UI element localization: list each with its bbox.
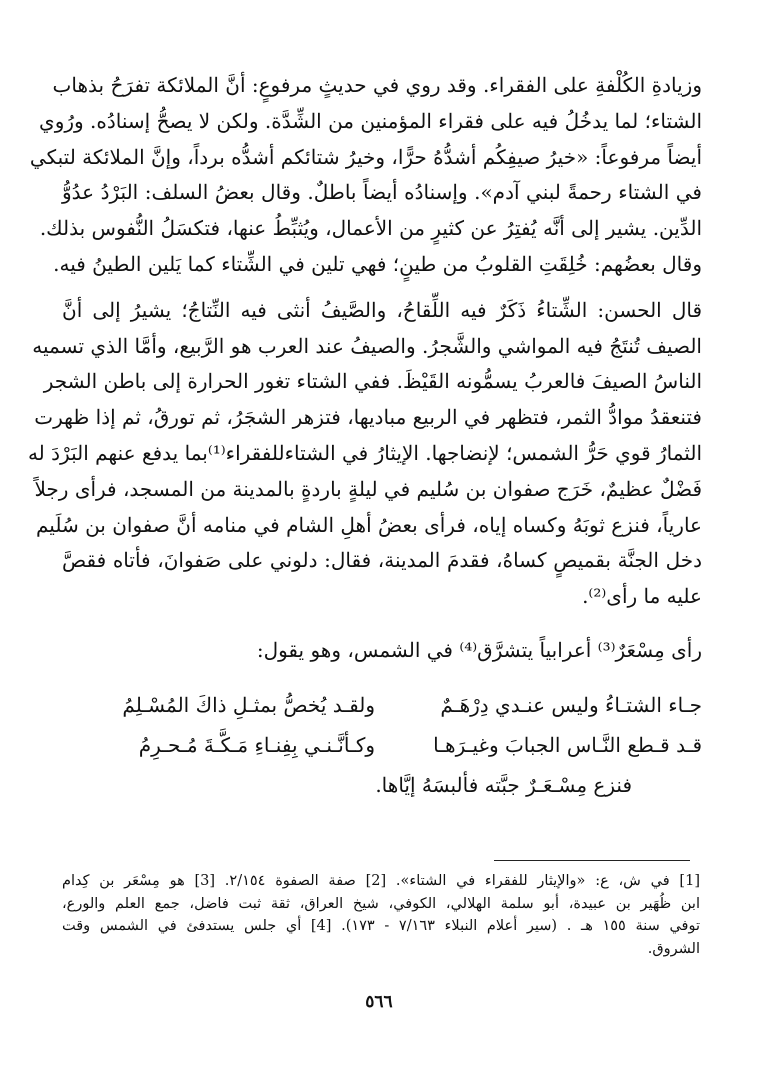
- verse-first-hemistich: قـد قـطع النَّـاس الجبابَ وغيـرَهـا: [433, 732, 702, 757]
- poem-verse: [62, 725, 702, 765]
- paragraph-3: [62, 633, 702, 669]
- text-line: وقال بعضُهم: خُلِقَتِ القلوبُ من طينٍ؛ فهي تلين في الشِّتاء كما يَلين الطينُ فيه.: [53, 251, 702, 276]
- text-line: قال الحسن: الشِّتاءُ ذَكَرٌ فيه اللِّقاحُ، والصَّيفُ أنثى فيه النِّتاجُ؛ يشيرُ إلى أنَّ: [62, 297, 702, 322]
- text-line: في الشتاء رحمةً لبني آدم». وإسنادُه أيضاً باطلٌ. وقال بعضُ السلف: البَرْدُ عدُوُّ: [62, 180, 702, 205]
- text-line: وزيادةِ الكُلْفةِ على الفقراء. وقد روي في حديثٍ مرفوعٍ: أنَّ الملائكة تفرَحُ بذهاب: [52, 73, 702, 97]
- text-line: رأى مِسْعَرٌ⁽³⁾ أعرابياً يتشرَّق⁽⁴⁾ في الشمس، وهو يقول:: [256, 637, 702, 662]
- poem-closing-line: فنزع مِسْـعَـرٌ جبَّته فألبسَهُ إيَّاها.: [375, 772, 632, 797]
- text-line: الثمارُ قوي حَرُّ الشمس؛ لإنضاجها. الإيثارُ في الشتاءللفقراء⁽¹⁾بما يدفع عنهم البَرْدَ له: [27, 440, 702, 465]
- text-line: أيضاً مرفوعاً: «خيرُ صيفِكُم أشدُّهُ حرًّا، وخيرُ شتائكم أشدُّه برداً، وإنَّ الملائكة لتبكي: [29, 144, 702, 169]
- footnotes: [62, 870, 700, 960]
- footnote-line: [1] في ش، ع: «والإيثار للفقراء في الشتاء». [2] صفة الصفوة ٢/١٥٤. [3] هو مِسْعَر بن كِدام: [62, 873, 700, 889]
- text-line: عليه ما رأى⁽²⁾.: [582, 584, 702, 609]
- text-line: الصيف تُنتَجُ فيه المواشي والشَّجرُ. والصيفُ عند العرب هو الرَّبيع، وأمَّا الذي تسميه: [32, 333, 702, 358]
- verse-first-hemistich: جـاء الشتـاءُ وليس عنـدي دِرْهَـمٌ: [440, 692, 702, 717]
- poem-verse: [62, 685, 702, 725]
- text-line: فتنعقدُ موادُّ الثمر، فتظهر في الربيع مباديها، فتزهر الشجَرُ، ثم تورقُ، ثم إذا ظهرت: [34, 405, 702, 430]
- text-line: فَضْلٌ عظيمٌ، خَرَج صفوان بن سُليم في ليلةٍ باردةٍ بالمدينة من المسجد، فرأى رجلاً: [34, 476, 702, 501]
- poem: [62, 685, 702, 805]
- text-line: الناسُ الصيفَ فالعربُ يسمُّونه القَيْظَ. ففي الشتاء تغور الحرارة إلى باطن الشجر: [43, 369, 702, 394]
- text-line: عارياً، فنزع ثوبَهُ وكساه إياه، فرأى بعضُ أهلِ الشام في منامه أنَّ صفوان بن سُلَيم: [36, 512, 702, 537]
- paragraph-2: [27, 293, 702, 615]
- page-number: ٥٦٦: [365, 992, 393, 1012]
- text-line: دخل الجنَّة بقميصٍ كساهُ، فقدمَ المدينة، فقال: دلوني على صَفوانَ، فأتاه فقصَّ: [62, 548, 702, 573]
- footnote-divider: [494, 860, 690, 861]
- verse-second-hemistich: وكـأنَّـنـي بِفِنـاءِ مَـكَّـةَ مُـحـرِمُ: [138, 732, 375, 757]
- footnote-line: ابن ظُهَير بن عبيدة، أبو سلمة الهلالي، الكوفي، شيخ العراق، ثقة ثبت فاضل، جمع العلم والورع،: [62, 895, 700, 912]
- footnote-line: الشروق.: [647, 940, 700, 957]
- paragraph-1: [29, 68, 702, 283]
- page-body: [27, 68, 702, 805]
- text-line: الشتاء؛ لما يدخُلُ فيه على فقراء المؤمنين من الشِّدَّة. ولكن لا يصحُّ إسنادُه. ورُوي: [39, 108, 702, 133]
- text-line: الدِّين. يشير إلى أنَّه يُفتِرُ عن كثيرٍ من الأعمال، ويُثبِّطُ عنها، فتكسَلُ النُّفوس بذلك.: [39, 216, 702, 241]
- verse-second-hemistich: ولقـد يُخصُّ بمثـلِ ذاكَ المُسْـلِمُ: [122, 692, 375, 717]
- footnote-line: توفي سنة ١٥٥ هـ . (سير أعلام النبلاء ٧/١٦٣ - ١٧٣). [4] أي جلس يستدفئ في الشمس وقت: [62, 918, 700, 934]
